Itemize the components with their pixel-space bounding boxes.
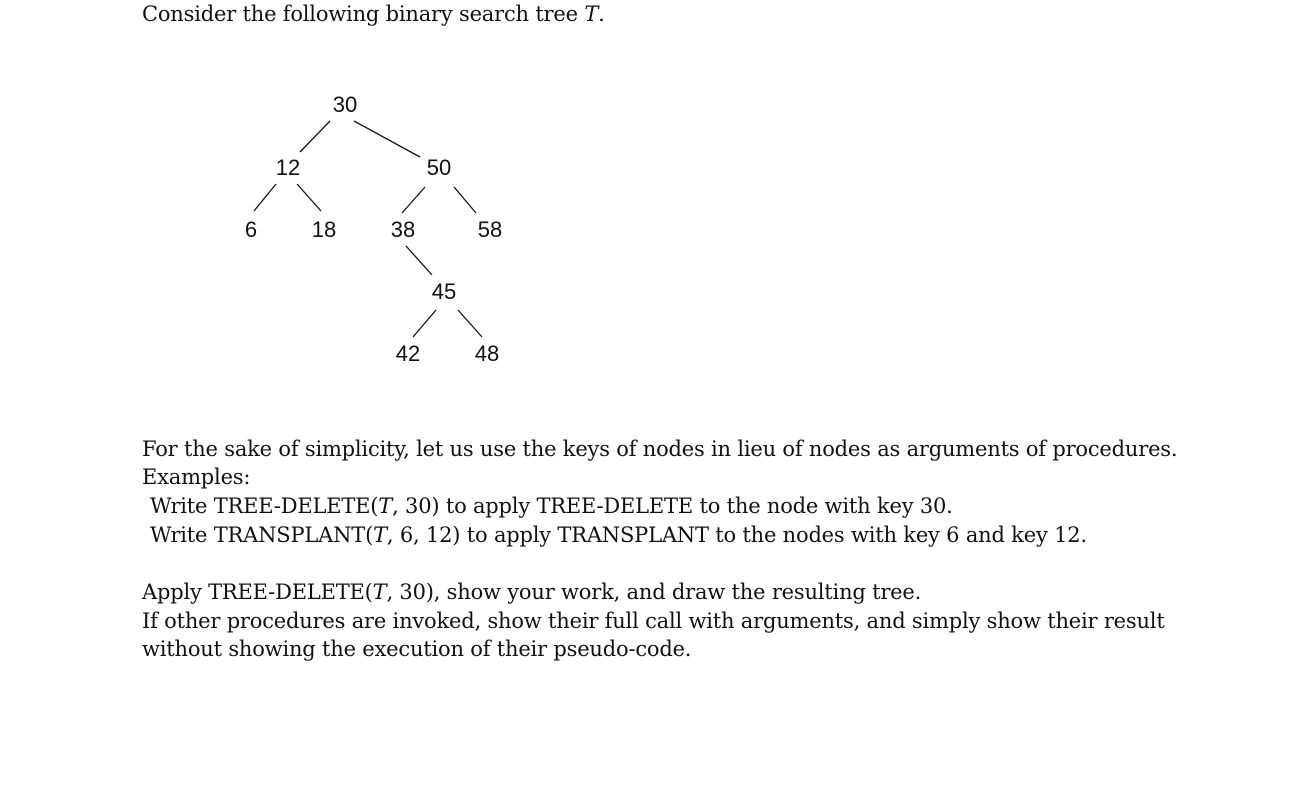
edge-38-45: [406, 246, 432, 275]
tree-node-30: 30: [332, 92, 358, 117]
task-instructions-line1: If other procedures are invoked, show their full call with arguments, and simply show their result: [142, 609, 1165, 633]
task1-arguments: , 30): [386, 580, 434, 604]
example-tree-delete: [150, 492, 953, 520]
tree-node-42: 42: [395, 341, 421, 366]
edge-12-6: [254, 184, 276, 211]
edge-30-50: [354, 121, 420, 157]
edge-50-38: [402, 187, 425, 213]
simplicity-paragraph: For the sake of simplicity, let us use the keys of nodes in lieu of nodes as arguments of procedures.: [142, 437, 1178, 461]
task1-suffix: , show your work, and draw the resulting tree.: [433, 580, 922, 604]
edge-30-12: [300, 121, 330, 152]
task-instructions-line2: without showing the execution of their pseudo-code.: [142, 637, 692, 661]
tree-node-18: 18: [311, 217, 337, 242]
tree-node-50: 50: [426, 155, 452, 180]
edge-50-58: [454, 187, 476, 213]
task1-prefix: Apply TREE-DELETE(: [142, 580, 373, 604]
task-apply-tree-delete: [142, 578, 921, 606]
tree-node-12: 12: [275, 155, 301, 180]
tree-node-48: 48: [474, 341, 500, 366]
tree-node-38: 38: [390, 217, 416, 242]
task1-tree-variable: T: [372, 580, 387, 604]
tree-node-45: 45: [431, 279, 457, 304]
example1-arguments: , 30): [392, 494, 440, 518]
edge-12-18: [297, 184, 321, 211]
example2-tree-variable: T: [373, 523, 387, 547]
example2-prefix: Write TRANSPLANT(: [150, 523, 374, 547]
tree-node-6: 6: [244, 217, 258, 242]
example2-suffix: to apply TRANSPLANT to the nodes with key 6 and key 12.: [460, 523, 1087, 547]
intro-tree-variable: T: [584, 2, 599, 26]
example2-arguments: , 6, 12): [386, 523, 461, 547]
tree-node-58: 58: [477, 217, 503, 242]
examples-label: Examples:: [142, 465, 251, 489]
example1-suffix: to apply TREE-DELETE to the node with key 30.: [439, 494, 953, 518]
intro-suffix: .: [598, 2, 605, 26]
intro-prefix: Consider the following binary search tree: [142, 2, 585, 26]
edge-45-42: [413, 310, 436, 337]
example-transplant: [150, 521, 1087, 549]
edge-45-48: [458, 310, 482, 337]
example1-prefix: Write TREE-DELETE(: [150, 494, 379, 518]
example1-tree-variable: T: [378, 494, 393, 518]
